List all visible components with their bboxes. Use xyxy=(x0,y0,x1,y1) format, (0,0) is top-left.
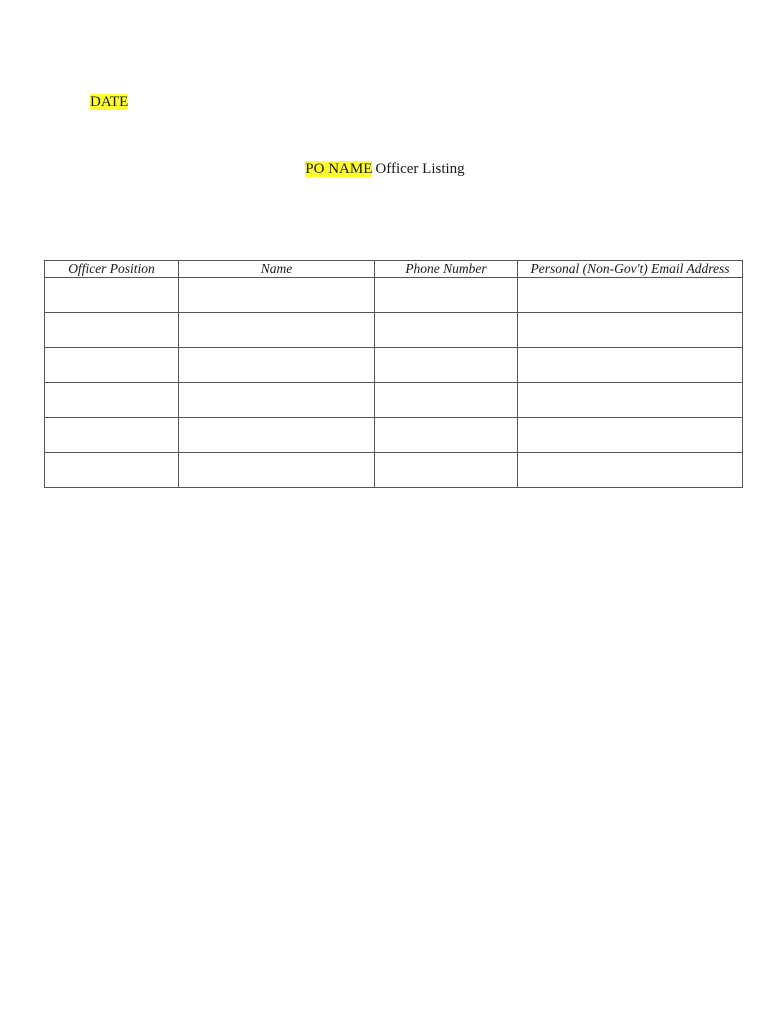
name-cell[interactable] xyxy=(179,313,375,348)
title-text: Officer Listing xyxy=(375,161,465,177)
phone-number-cell[interactable] xyxy=(375,383,518,418)
officer-position-cell[interactable] xyxy=(45,383,179,418)
table-row xyxy=(45,278,743,313)
column-header-name: Name xyxy=(179,261,375,278)
column-header-phone-number: Phone Number xyxy=(375,261,518,278)
table-header-row xyxy=(45,261,743,278)
name-cell[interactable] xyxy=(179,453,375,488)
name-cell[interactable] xyxy=(179,278,375,313)
phone-number-cell[interactable] xyxy=(375,348,518,383)
officer-position-cell[interactable] xyxy=(45,313,179,348)
officer-position-cell[interactable] xyxy=(45,278,179,313)
name-cell[interactable] xyxy=(179,348,375,383)
table-row xyxy=(45,418,743,453)
name-cell[interactable] xyxy=(179,418,375,453)
table-row xyxy=(45,383,743,418)
name-cell[interactable] xyxy=(179,383,375,418)
officer-table xyxy=(44,260,743,488)
email-address-cell[interactable] xyxy=(518,383,743,418)
po-name-placeholder: PO NAME xyxy=(305,161,373,177)
page-title xyxy=(0,160,770,178)
email-address-cell[interactable] xyxy=(518,418,743,453)
officer-position-cell[interactable] xyxy=(45,418,179,453)
officer-position-cell[interactable] xyxy=(45,348,179,383)
phone-number-cell[interactable] xyxy=(375,278,518,313)
email-address-cell[interactable] xyxy=(518,348,743,383)
phone-number-cell[interactable] xyxy=(375,453,518,488)
table-row xyxy=(45,348,743,383)
email-address-cell[interactable] xyxy=(518,453,743,488)
email-address-cell[interactable] xyxy=(518,313,743,348)
phone-number-cell[interactable] xyxy=(375,418,518,453)
table-row xyxy=(45,453,743,488)
officer-position-cell[interactable] xyxy=(45,453,179,488)
phone-number-cell[interactable] xyxy=(375,313,518,348)
column-header-email-address: Personal (Non-Gov't) Email Address xyxy=(518,261,743,278)
date-line xyxy=(90,93,128,111)
date-placeholder: DATE xyxy=(90,94,129,110)
table-row xyxy=(45,313,743,348)
column-header-officer-position: Officer Position xyxy=(45,261,179,278)
email-address-cell[interactable] xyxy=(518,278,743,313)
